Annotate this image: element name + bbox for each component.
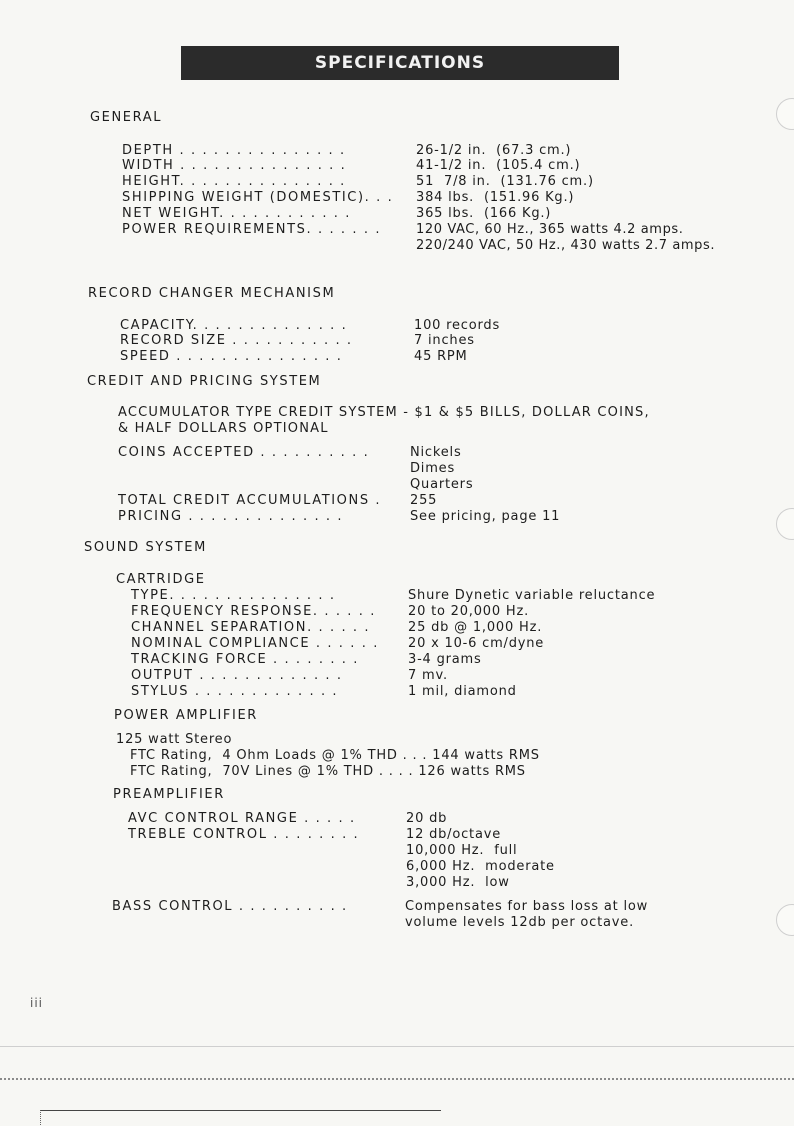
spec-value: 26-1/2 in. (67.3 cm.) <box>416 143 572 158</box>
spec-label: TYPE. . . . . . . . . . . . . . . <box>131 588 336 603</box>
spec-label: NET WEIGHT. . . . . . . . . . . . <box>122 206 352 221</box>
spec-label: TREBLE CONTROL . . . . . . . . <box>128 827 360 842</box>
amp-line: 125 watt Stereo <box>116 732 233 747</box>
accumulator-text: ACCUMULATOR TYPE CREDIT SYSTEM - $1 & $5 BILLS, DOLLAR COINS, <box>118 405 650 420</box>
spec-value: Shure Dynetic variable reluctance <box>408 588 656 603</box>
section-heading-sound-system: SOUND SYSTEM <box>84 540 207 555</box>
spec-label: RECORD SIZE . . . . . . . . . . . <box>120 333 353 348</box>
binder-hole <box>776 904 794 936</box>
section-heading-record-changer: RECORD CHANGER MECHANISM <box>88 286 336 301</box>
spec-value: See pricing, page 11 <box>410 509 561 524</box>
amp-line: FTC Rating, 4 Ohm Loads @ 1% THD . . . 144 watts RMS <box>130 748 540 763</box>
spec-value: 3,000 Hz. low <box>406 875 510 890</box>
coin-value: Nickels <box>410 445 462 460</box>
spec-value: 120 VAC, 60 Hz., 365 watts 4.2 amps. <box>416 222 684 237</box>
page-title: SPECIFICATIONS <box>181 46 619 80</box>
spec-label: STYLUS . . . . . . . . . . . . . <box>131 684 339 699</box>
scan-artifact-strip <box>0 1078 794 1088</box>
spec-value: 45 RPM <box>414 349 468 364</box>
spec-label: AVC CONTROL RANGE . . . . . <box>128 811 356 826</box>
page-edge-divider <box>0 1046 794 1047</box>
spec-value: volume levels 12db per octave. <box>405 915 635 930</box>
binder-hole <box>776 98 794 130</box>
subheading-preamplifier: PREAMPLIFIER <box>113 787 225 802</box>
binder-hole <box>776 508 794 540</box>
spec-label: NOMINAL COMPLIANCE . . . . . . <box>131 636 379 651</box>
spec-label: CAPACITY. . . . . . . . . . . . . . <box>120 318 348 333</box>
coin-value: Quarters <box>410 477 474 492</box>
spec-value: 1 mil, diamond <box>408 684 517 699</box>
spec-value: 7 inches <box>414 333 475 348</box>
spec-label: HEIGHT. . . . . . . . . . . . . . . <box>122 174 346 189</box>
page-number: iii <box>30 996 44 1010</box>
spec-label: CHANNEL SEPARATION. . . . . . <box>131 620 371 635</box>
subheading-cartridge: CARTRIDGE <box>116 572 206 587</box>
spec-value: 10,000 Hz. full <box>406 843 518 858</box>
spec-label: FREQUENCY RESPONSE. . . . . . <box>131 604 376 619</box>
spec-label: PRICING . . . . . . . . . . . . . . <box>118 509 344 524</box>
spec-value: 20 db <box>406 811 448 826</box>
spec-label: WIDTH . . . . . . . . . . . . . . . <box>122 158 347 173</box>
spec-label: OUTPUT . . . . . . . . . . . . . <box>131 668 343 683</box>
spec-value: 365 lbs. (166 Kg.) <box>416 206 552 221</box>
accumulator-text: & HALF DOLLARS OPTIONAL <box>118 421 329 436</box>
spec-value: 220/240 VAC, 50 Hz., 430 watts 2.7 amps. <box>416 238 716 253</box>
spec-value: 3-4 grams <box>408 652 482 667</box>
scan-artifact-strip <box>40 1110 441 1125</box>
spec-label: BASS CONTROL . . . . . . . . . . <box>112 899 348 914</box>
spec-value: 100 records <box>414 318 501 333</box>
section-heading-general: GENERAL <box>90 110 163 125</box>
spec-label: SHIPPING WEIGHT (DOMESTIC). . . <box>122 190 394 205</box>
section-heading-credit-pricing: CREDIT AND PRICING SYSTEM <box>87 374 322 389</box>
spec-label: POWER REQUIREMENTS. . . . . . . <box>122 222 382 237</box>
spec-label: SPEED . . . . . . . . . . . . . . . <box>120 349 343 364</box>
spec-label: TRACKING FORCE . . . . . . . . <box>131 652 359 667</box>
spec-value: 51 7/8 in. (131.76 cm.) <box>416 174 594 189</box>
spec-value: 20 x 10-6 cm/dyne <box>408 636 545 651</box>
spec-value: 7 mv. <box>408 668 448 683</box>
spec-label: TOTAL CREDIT ACCUMULATIONS . <box>118 493 382 508</box>
spec-value: Compensates for bass loss at low <box>405 899 649 914</box>
spec-value: 20 to 20,000 Hz. <box>408 604 530 619</box>
coin-value: Dimes <box>410 461 456 476</box>
spec-label: COINS ACCEPTED . . . . . . . . . . <box>118 445 370 460</box>
spec-value: 41-1/2 in. (105.4 cm.) <box>416 158 581 173</box>
subheading-power-amplifier: POWER AMPLIFIER <box>114 708 258 723</box>
spec-label: DEPTH . . . . . . . . . . . . . . . <box>122 143 346 158</box>
spec-value: 255 <box>410 493 438 508</box>
spec-value: 25 db @ 1,000 Hz. <box>408 620 543 635</box>
amp-line: FTC Rating, 70V Lines @ 1% THD . . . . 126 watts RMS <box>130 764 526 779</box>
spec-value: 12 db/octave <box>406 827 502 842</box>
spec-value: 6,000 Hz. moderate <box>406 859 555 874</box>
spec-value: 384 lbs. (151.96 Kg.) <box>416 190 575 205</box>
